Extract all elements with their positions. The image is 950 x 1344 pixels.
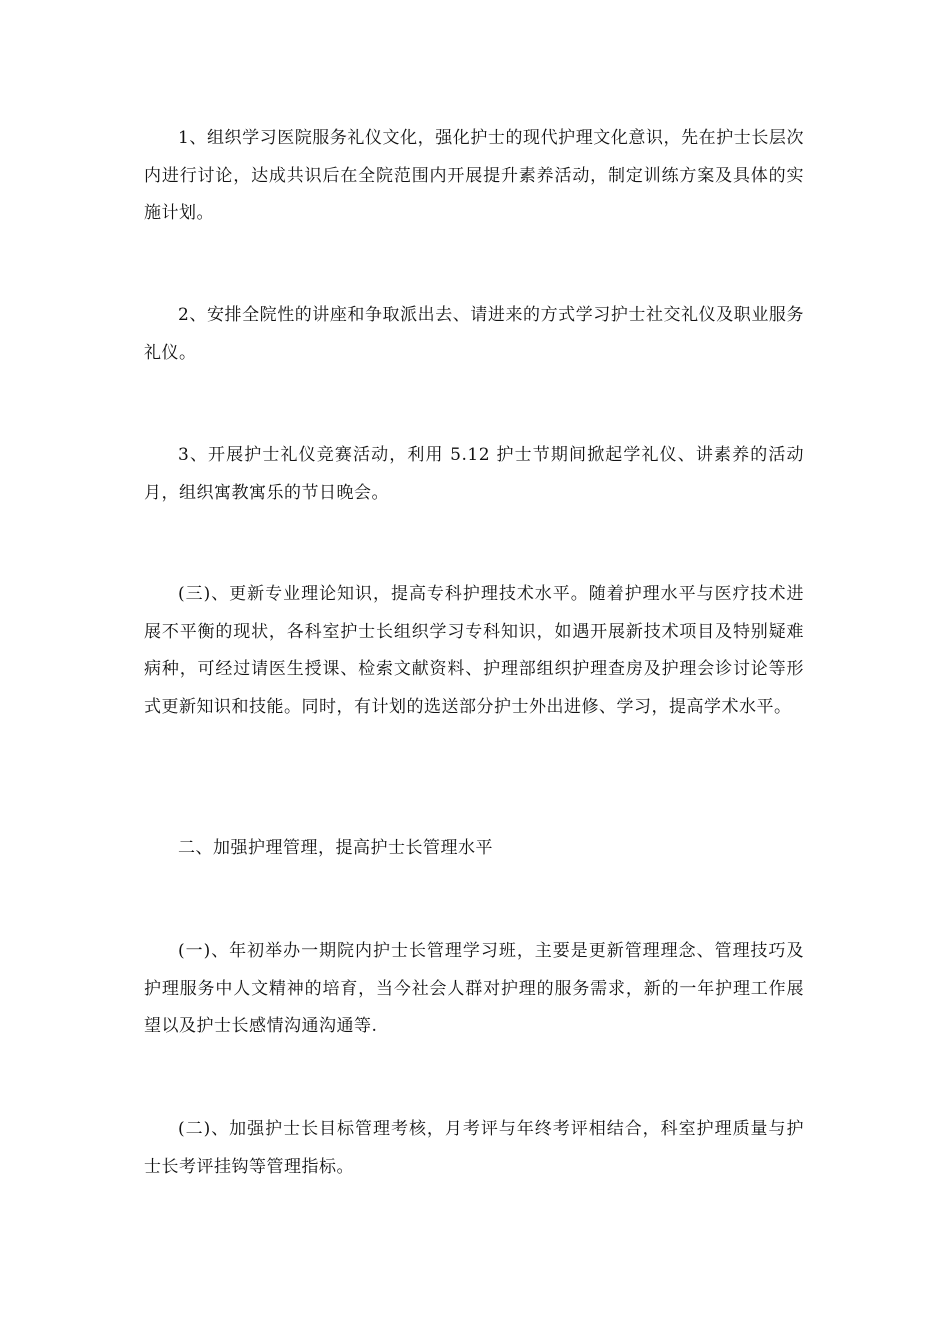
paragraph-head-nurse-training: (一)、年初举办一期院内护士长管理学习班，主要是更新管理理念、管理技巧及护理服务中人文精神的培育，当今社会人群对护理的服务需求，新的一年护理工作展望以及护士长感情沟通沟通等. [144, 941, 804, 1036]
section-heading-management: 二、加强护理管理，提高护士长管理水平 [178, 838, 493, 858]
paragraph-target-management: (二)、加强护士长目标管理考核，月考评与年终考评相结合，科室护理质量与护士长考评挂钩等管理指标。 [144, 1119, 804, 1177]
paragraph-etiquette-culture: 1、组织学习医院服务礼仪文化，强化护士的现代护理文化意识，先在护士长层次内进行讨论，达成共识后在全院范围内开展提升素养活动，制定训练方案及具体的实施计划。 [144, 128, 804, 223]
paragraph-lectures: 2、安排全院性的讲座和争取派出去、请进来的方式学习护士社交礼仪及职业服务礼仪。 [144, 305, 804, 363]
paragraph-update-knowledge: (三)、更新专业理论知识，提高专科护理技术水平。随着护理水平与医疗技术进展不平衡的现状，各科室护士长组织学习专科知识，如遇开展新技术项目及特别疑难病种，可经过请医生授课、检索文献资料、护理部组织护理查房及护理会诊讨论等形式更新知识和技能。同时，有计划的选送部分护士外出进修、学习，提高学术水平。 [144, 584, 804, 717]
paragraph-etiquette-contest: 3、开展护士礼仪竞赛活动，利用 5.12 护士节期间掀起学礼仪、讲素养的活动月，组织寓教寓乐的节日晚会。 [144, 445, 804, 503]
